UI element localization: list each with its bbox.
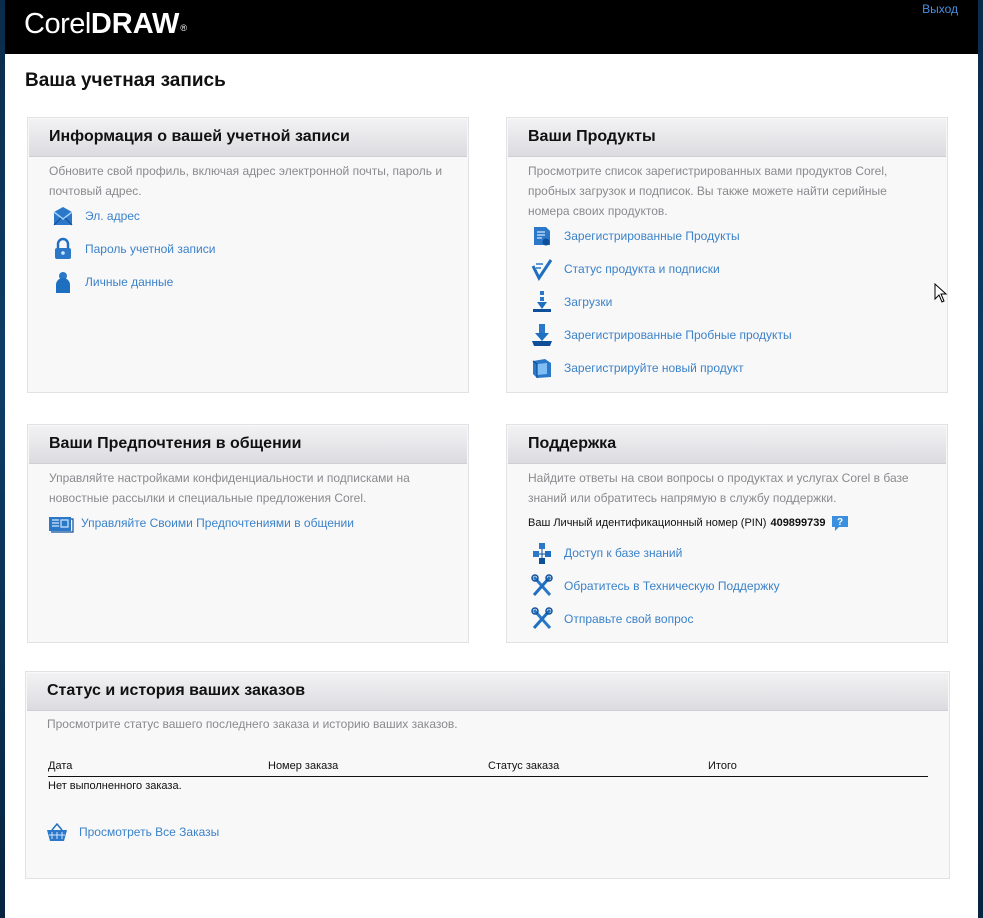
tools-icon	[531, 607, 553, 631]
certificate-icon	[531, 224, 553, 248]
product-status-link[interactable]: Статус продукта и подписки	[531, 257, 720, 281]
orders-table	[48, 756, 928, 792]
panel-description: Управляйте настройками конфиденциальности и подписками на новостные рассылки и специальные предложения Corel.	[49, 471, 410, 505]
orders-table-header	[48, 756, 928, 777]
products-panel	[506, 117, 948, 393]
panel-header	[29, 426, 467, 464]
orders-empty-message: Нет выполненного заказа.	[48, 780, 182, 792]
checklist-icon	[531, 257, 553, 281]
submit-question-link[interactable]: Отправьте свой вопрос	[531, 607, 693, 631]
page-title: Ваша учетная запись	[25, 70, 226, 91]
panel-title: Ваши Продукты	[528, 128, 656, 145]
basket-icon	[46, 820, 68, 844]
newsletter-icon	[48, 511, 74, 535]
email-link[interactable]: Эл. адрес	[52, 204, 140, 228]
person-icon	[52, 270, 74, 294]
register-product-icon	[531, 356, 553, 380]
registered-products-link[interactable]: Зарегистрированные Продукты	[531, 224, 740, 248]
column-date: Дата	[48, 760, 73, 772]
trial-products-link[interactable]: Зарегистрированные Пробные продукты	[531, 323, 792, 347]
personal-data-link[interactable]: Личные данные	[52, 270, 173, 294]
password-link[interactable]: Пароль учетной записи	[52, 237, 215, 261]
panel-title: Информация о вашей учетной записи	[49, 128, 350, 145]
panel-description: Обновите свой профиль, включая адрес электронной почты, пароль и почтовый адрес.	[49, 164, 443, 198]
downloads-link[interactable]: Загрузки	[531, 290, 612, 314]
pin-row	[528, 514, 850, 532]
column-order-status: Статус заказа	[488, 760, 560, 772]
orders-panel	[25, 671, 950, 879]
panel-title: Статус и история ваших заказов	[47, 682, 306, 699]
knowledge-base-link[interactable]: Доступ к базе знаний	[531, 541, 682, 565]
account-info-panel	[27, 117, 469, 393]
panel-title: Ваши Предпочтения в общении	[49, 435, 302, 452]
panel-title: Поддержка	[528, 435, 617, 452]
register-product-link[interactable]: Зарегистрируйте новый продукт	[531, 356, 744, 380]
mouse-cursor-icon	[934, 283, 948, 303]
logout-link[interactable]: Выход	[922, 2, 958, 16]
trial-download-icon	[531, 323, 553, 347]
download-icon	[531, 290, 553, 314]
panel-header	[27, 673, 948, 711]
envelope-icon	[52, 204, 74, 228]
knowledge-base-icon	[531, 541, 553, 565]
communication-preferences-link[interactable]: Управляйте Своими Предпочтениями в общении	[48, 511, 354, 535]
panel-description: Просмотрите список зарегистрированных вами продуктов Corel, пробных загрузок и подписок. Вы также можете найти серийные номера своих продуктов.	[528, 164, 888, 218]
coreldraw-logo: CorelDRAW®	[24, 8, 187, 40]
support-panel	[506, 424, 948, 643]
view-all-orders-link[interactable]: Просмотреть Все Заказы	[46, 820, 219, 844]
panel-description: Найдите ответы на свои вопросы о продуктах и услугах Corel в базе знаний или обратитесь напрямую в службу поддержки.	[528, 471, 909, 505]
panel-header	[508, 426, 946, 464]
svg-text:?: ?	[836, 517, 843, 528]
pin-value: 409899739	[770, 517, 826, 529]
browser-window	[5, 0, 978, 918]
panel-header	[508, 119, 946, 157]
tools-icon	[531, 574, 553, 598]
pin-label: Ваш Личный идентификационный номер (PIN)	[528, 517, 767, 529]
contact-tech-support-link[interactable]: Обратитесь в Техническую Поддержку	[531, 574, 780, 598]
help-bubble-icon[interactable]	[830, 514, 850, 532]
panel-description: Просмотрите статус вашего последнего заказа и историю ваших заказов.	[47, 717, 458, 731]
lock-icon	[52, 237, 74, 261]
panel-header	[29, 119, 467, 157]
preferences-panel	[27, 424, 469, 643]
column-total: Итого	[708, 760, 737, 772]
column-order-number: Номер заказа	[268, 760, 339, 772]
top-bar	[5, 0, 978, 54]
